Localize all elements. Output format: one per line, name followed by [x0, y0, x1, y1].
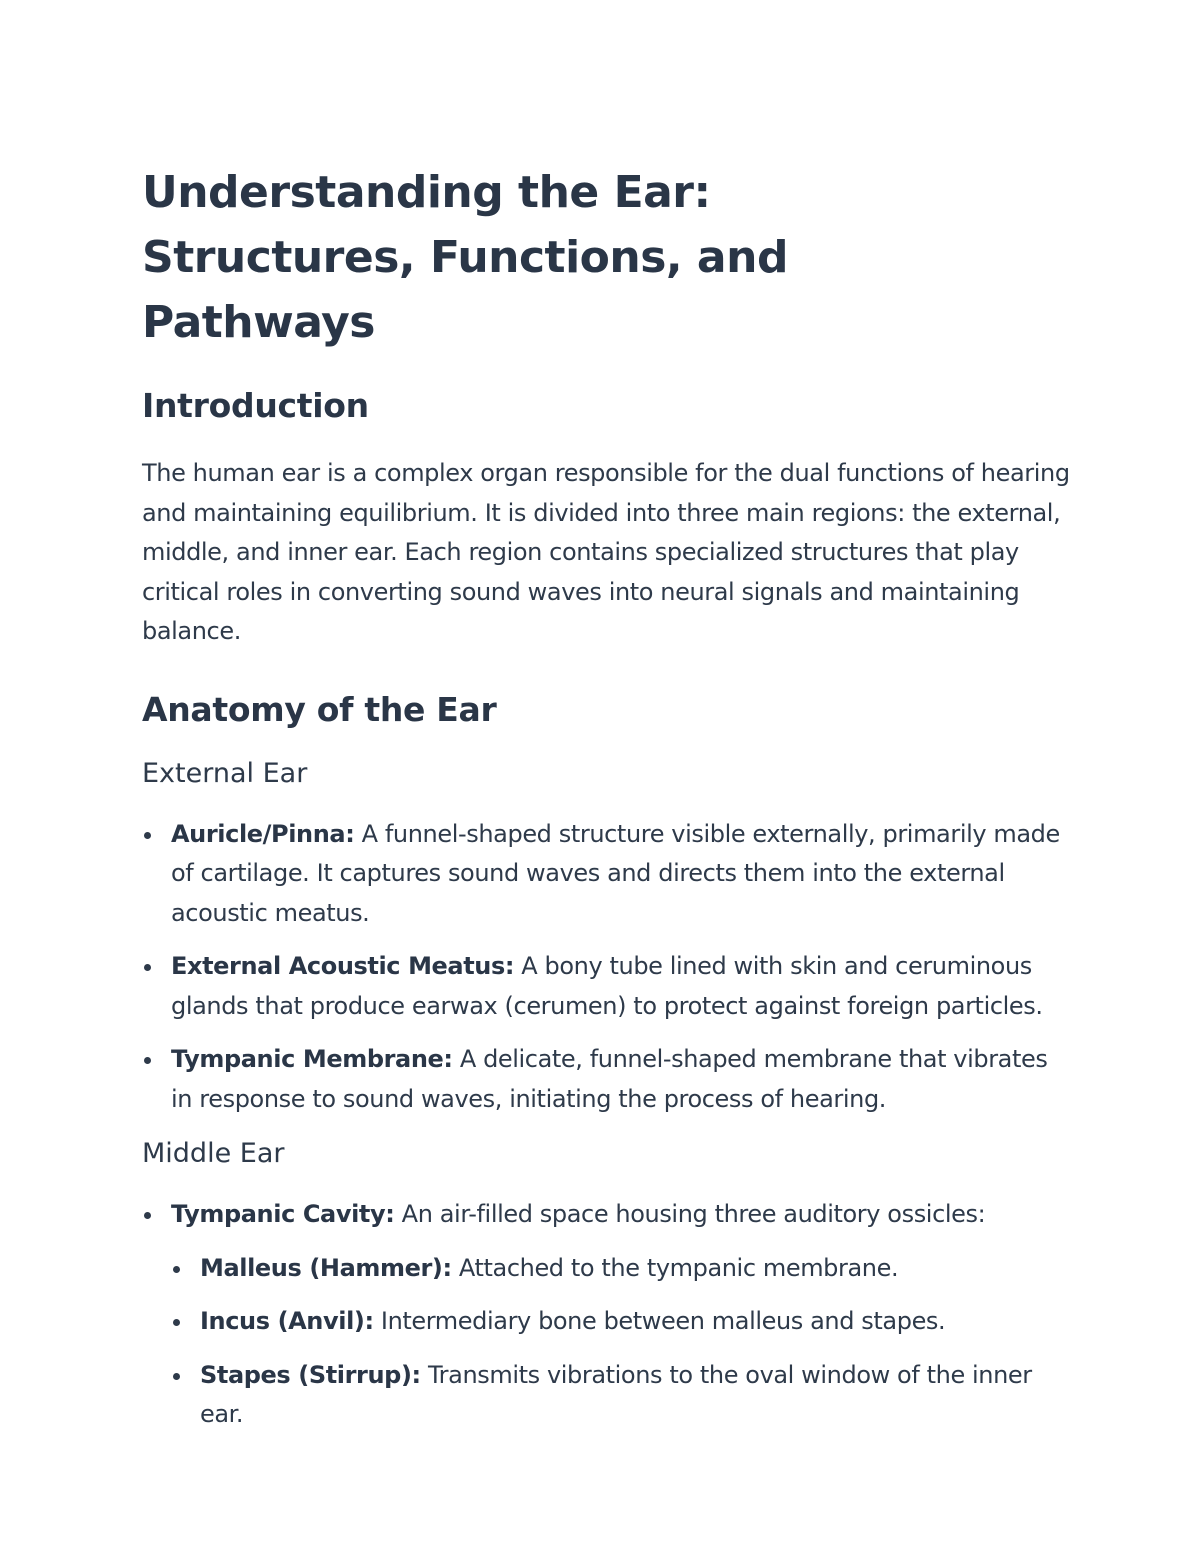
document-page: [142, 160, 1072, 1435]
ossicles-list: [171, 1249, 1072, 1435]
anatomy-heading: Anatomy of the Ear: [142, 689, 497, 729]
middle-ear-heading: Middle Ear: [142, 1138, 285, 1169]
introduction-heading: Introduction: [142, 386, 369, 425]
definition-auricle: A funnel-shaped structure visible externally, primarily made of cartilage. It captures sound waves and directs them into the external acoustic meatus.: [171, 819, 1060, 927]
term-malleus: Malleus (Hammer):: [200, 1253, 452, 1282]
definition-stapes: Transmits vibrations to the oval window of the inner ear.: [200, 1360, 1032, 1428]
term-stapes: Stapes (Stirrup):: [200, 1360, 421, 1389]
definition-incus: Intermediary bone between malleus and stapes.: [373, 1307, 946, 1335]
external-ear-heading: External Ear: [142, 757, 308, 789]
list-item: [142, 1040, 1072, 1119]
definition-malleus: Attached to the tympanic membrane.: [451, 1253, 899, 1282]
term-tympanic-cavity: Tympanic Cavity:: [171, 1200, 395, 1228]
external-ear-list: [142, 815, 1072, 1120]
list-item: [142, 1195, 1072, 1435]
definition-tympanic-membrane: A delicate, funnel-shaped membrane that vibrates in response to sound waves, initiating the process of hearing.: [171, 1045, 1048, 1113]
document-title: Understanding the Ear: Structures, Functions, and Pathways: [142, 167, 788, 348]
term-tympanic-membrane: Tympanic Membrane:: [171, 1045, 453, 1073]
definition-tympanic-cavity: An air-filled space housing three auditory ossicles:: [394, 1200, 986, 1228]
definition-external-acoustic-meatus: A bony tube lined with skin and ceruminous glands that produce earwax (cerumen) to protect against foreign particles.: [171, 952, 1043, 1020]
introduction-paragraph: The human ear is a complex organ responsible for the dual functions of hearing and maintaining equilibrium. It is divided into three main regions: the external, middle, and inner ear. Each region contains specialized structures that play critical roles in converting sound waves into neural signals and maintaining balance.: [142, 459, 1070, 645]
term-incus: Incus (Anvil):: [200, 1307, 374, 1335]
list-item: [171, 1302, 1072, 1342]
term-auricle: Auricle/Pinna:: [171, 819, 355, 848]
list-item: [171, 1356, 1072, 1435]
list-item: [142, 815, 1072, 934]
middle-ear-list: [142, 1195, 1072, 1435]
term-external-acoustic-meatus: External Acoustic Meatus:: [171, 952, 515, 980]
list-item: [142, 947, 1072, 1026]
list-item: [171, 1249, 1072, 1289]
